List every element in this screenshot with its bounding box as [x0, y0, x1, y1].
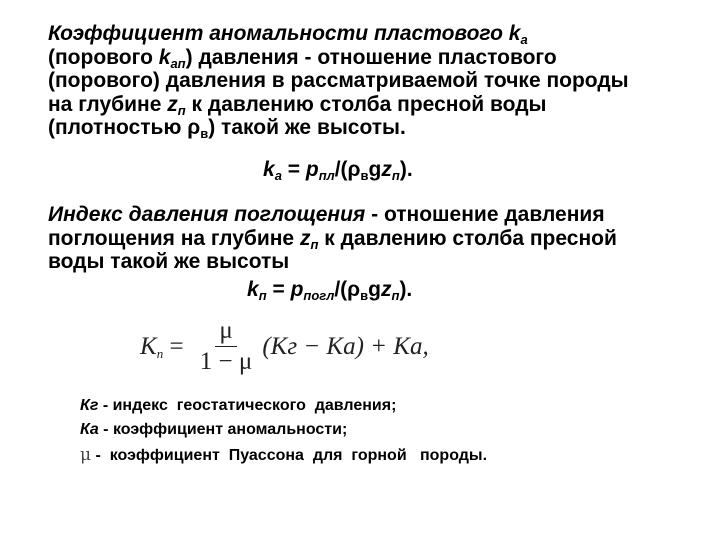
definition-absorption-index: Индекс давления поглощения - отношение давления поглощения на глубине $z_п$ к давлению столба пресной воды такой же высоты — [48, 203, 617, 273]
rho-symbol: ρ — [187, 116, 201, 139]
definition-anomaly-coefficient: Коэффициент аномальности пластового $k_а$ (порового $k_{ап}$) давления - отношение пластового (порового) давления в рассматриваемой точке породы на глубине $z_п$ к давлению столба пресной воды (плотностью $\rho_в$) такой же высоты. — [48, 22, 629, 141]
z-symbol: $z_п$ — [167, 92, 186, 118]
mu-symbol: μ — [80, 445, 92, 465]
term-anomaly-coefficient: Коэффициент аномальности пластового $k_а$ — [48, 22, 528, 47]
z-symbol-2: $z_п$ — [299, 226, 319, 252]
legend-item-kg: Кг - индекс геостатического давления; — [80, 397, 397, 414]
legend-item-ka: Ка - коэффициент аномальности; — [80, 421, 348, 438]
k-ap-symbol: $k_{ап}$ — [158, 45, 186, 71]
poisson-fraction: $\frac{\mu}{1 - \mu}$ — [199, 317, 253, 375]
formula-absorption-index: $k_п = р_{погл}/(\rho_вgz_п)$. — [247, 278, 413, 303]
formula-anomaly-coefficient: $k_а = р_{пл}/(\rho_вgz_п)$. — [263, 158, 413, 183]
term-absorption-index: Индекс давления поглощения — [48, 203, 366, 226]
legend-item-mu: μ - коэффициент Пуассона для горной породы. — [80, 445, 488, 465]
formula-poisson-image: $K_п$ = $\frac{\mu}{1 - \mu}$ (Kг − Ka) + Ka, — [140, 317, 429, 375]
